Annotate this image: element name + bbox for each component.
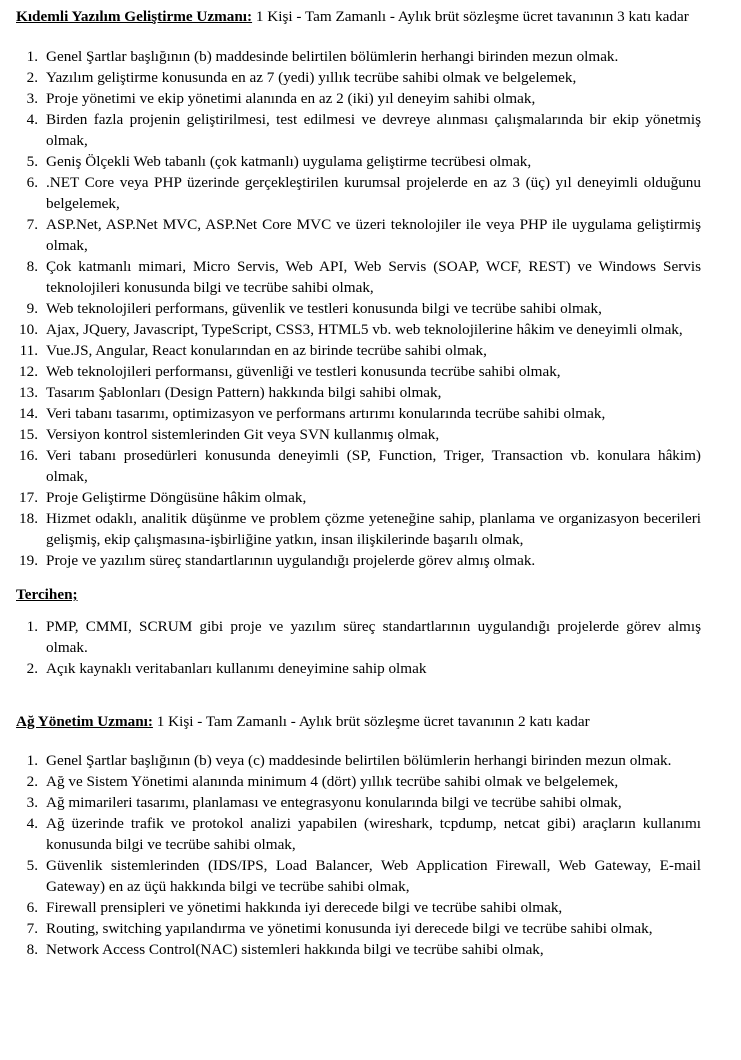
item-number: 6. xyxy=(26,899,38,916)
list-item xyxy=(16,319,701,340)
item-text: Birden fazla projenin geliştirilmesi, test edilmesi ve devreye alınması çalışmalarında bir ekip yönetmiş olmak, xyxy=(46,111,701,149)
list-item xyxy=(16,67,701,88)
item-number: 1. xyxy=(26,48,38,65)
item-text: Firewall prensipleri ve yönetimi hakkında iyi derecede bilgi ve tecrübe sahibi olmak, xyxy=(46,899,563,916)
item-text: Veri tabanı tasarımı, optimizasyon ve performans artırımı konularında tecrübe sahibi olmak, xyxy=(46,405,606,422)
item-number: 8. xyxy=(26,941,38,958)
item-number: 2. xyxy=(26,773,38,790)
item-text: Ağ ve Sistem Yönetimi alanında minimum 4 (dört) yıllık tecrübe sahibi olmak ve belgelemek, xyxy=(46,773,619,790)
preferred-heading: Tercihen; xyxy=(16,586,78,603)
list-item xyxy=(16,46,701,67)
item-text: Yazılım geliştirme konusunda en az 7 (yedi) yıllık tecrübe sahibi olmak ve belgelemek, xyxy=(46,69,577,86)
item-text: PMP, CMMI, SCRUM gibi proje ve yazılım süreç standartlarının uygulandığı projelerde görev almış olmak. xyxy=(46,618,701,656)
list-item xyxy=(16,771,701,792)
item-number: 1. xyxy=(26,752,38,769)
item-text: Proje yönetimi ve ekip yönetimi alanında en az 2 (iki) yıl deneyim sahibi olmak, xyxy=(46,90,536,107)
list-item xyxy=(16,172,701,214)
item-text: Proje Geliştirme Döngüsüne hâkim olmak, xyxy=(46,489,307,506)
list-item xyxy=(16,813,701,855)
section-summary: 1 Kişi - Tam Zamanlı - Aylık brüt sözleşme ücret tavanının 3 katı kadar xyxy=(252,8,689,25)
item-number: 12. xyxy=(19,363,38,380)
item-text: Açık kaynaklı veritabanları kullanımı deneyimine sahip olmak xyxy=(46,660,427,677)
list-item xyxy=(16,750,701,771)
list-item xyxy=(16,382,701,403)
list-item xyxy=(16,88,701,109)
section-title: Ağ Yönetim Uzmanı: xyxy=(16,713,153,730)
list-item xyxy=(16,487,701,508)
item-number: 7. xyxy=(26,216,38,233)
item-number: 7. xyxy=(26,920,38,937)
item-text: Genel Şartlar başlığının (b) veya (c) maddesinde belirtilen bölümlerin herhangi birinden mezun olmak. xyxy=(46,752,672,769)
list-item xyxy=(16,256,701,298)
item-text: Web teknolojileri performans, güvenlik ve testleri konusunda bilgi ve tecrübe sahibi olmak, xyxy=(46,300,602,317)
item-number: 2. xyxy=(26,69,38,86)
item-number: 18. xyxy=(19,510,38,527)
item-number: 3. xyxy=(26,90,38,107)
section-title: Kıdemli Yazılım Geliştirme Uzmanı: xyxy=(16,8,253,25)
item-text: Proje ve yazılım süreç standartlarının uygulandığı projelerde görev almış olmak. xyxy=(46,552,536,569)
list-item xyxy=(16,340,701,361)
item-number: 14. xyxy=(19,405,38,422)
preferred-list xyxy=(16,616,701,679)
item-number: 13. xyxy=(19,384,38,401)
requirements-list xyxy=(16,750,701,960)
list-item xyxy=(16,508,701,550)
list-item xyxy=(16,616,701,658)
list-item xyxy=(16,361,701,382)
item-number: 5. xyxy=(26,857,38,874)
list-item xyxy=(16,445,701,487)
list-item xyxy=(16,151,701,172)
list-item xyxy=(16,298,701,319)
item-number: 5. xyxy=(26,153,38,170)
list-item xyxy=(16,403,701,424)
list-item xyxy=(16,424,701,445)
list-item xyxy=(16,897,701,918)
item-text: Ağ üzerinde trafik ve protokol analizi yapabilen (wireshark, tcpdump, netcat gibi) araçların kullanımı konusunda bilgi ve tecrübe sahibi olmak, xyxy=(46,815,701,853)
item-text: Veri tabanı prosedürleri konusunda deneyimli (SP, Function, Triger, Transaction vb. konulara hâkim) olmak, xyxy=(46,447,701,485)
item-text: Ağ mimarileri tasarımı, planlaması ve entegrasyonu konularında bilgi ve tecrübe sahibi olmak, xyxy=(46,794,622,811)
item-number: 4. xyxy=(26,815,38,832)
item-text: ASP.Net, ASP.Net MVC, ASP.Net Core MVC ve üzeri teknolojiler ile veya PHP ile uygulama geliştirmiş olmak, xyxy=(46,216,701,254)
item-number: 8. xyxy=(26,258,38,275)
document-page xyxy=(16,6,701,960)
list-item xyxy=(16,855,701,897)
list-item xyxy=(16,109,701,151)
item-text: Genel Şartlar başlığının (b) maddesinde belirtilen bölümlerin herhangi birinden mezun olmak. xyxy=(46,48,619,65)
item-text: Çok katmanlı mimari, Micro Servis, Web API, Web Servis (SOAP, WCF, REST) ve Windows Servis teknolojileri konusunda bilgi ve tecrübe sahibi olmak, xyxy=(46,258,701,296)
item-text: Network Access Control(NAC) sistemleri hakkında bilgi ve tecrübe sahibi olmak, xyxy=(46,941,544,958)
item-number: 16. xyxy=(19,447,38,464)
section-summary: 1 Kişi - Tam Zamanlı - Aylık brüt sözleşme ücret tavanının 2 katı kadar xyxy=(152,713,590,730)
item-number: 1. xyxy=(26,618,38,635)
item-number: 11. xyxy=(19,342,38,359)
list-item xyxy=(16,792,701,813)
list-item xyxy=(16,658,701,679)
item-text: Güvenlik sistemlerinden (IDS/IPS, Load Balancer, Web Application Firewall, Web Gateway, E-mail Gateway) en az üçü hakkında bilgi ve tecrübe sahibi olmak, xyxy=(46,857,701,895)
list-item xyxy=(16,939,701,960)
item-text: .NET Core veya PHP üzerinde gerçekleştirilen kurumsal projelerde en az 3 (üç) yıl deneyimli olduğunu belgelemek, xyxy=(46,174,701,212)
section-header-senior-software xyxy=(16,6,701,27)
item-text: Tasarım Şablonları (Design Pattern) hakkında bilgi sahibi olmak, xyxy=(46,384,442,401)
item-number: 19. xyxy=(19,552,38,569)
item-text: Routing, switching yapılandırma ve yönetimi konusunda iyi derecede bilgi ve tecrübe sahibi olmak, xyxy=(46,920,653,937)
item-text: Vue.JS, Angular, React konularından en az birinde tecrübe sahibi olmak, xyxy=(46,342,487,359)
list-item xyxy=(16,214,701,256)
item-number: 10. xyxy=(19,321,38,338)
list-item xyxy=(16,918,701,939)
item-text: Ajax, JQuery, Javascript, TypeScript, CSS3, HTML5 vb. web teknolojilerine hâkim ve deneyimli olmak, xyxy=(46,321,683,338)
item-text: Versiyon kontrol sistemlerinden Git veya SVN kullanmış olmak, xyxy=(46,426,440,443)
item-text: Hizmet odaklı, analitik düşünme ve problem çözme yeteneğine sahip, planlama ve organizasyon becerileri gelişmiş, ekip çalışmasına-işbirliğine yatkın, insan ilişkilerinde başarılı olmak, xyxy=(46,510,701,548)
section-header-network-admin xyxy=(16,711,701,732)
item-text: Web teknolojileri performansı, güvenliği ve testleri konusunda tecrübe sahibi olmak, xyxy=(46,363,561,380)
item-number: 4. xyxy=(26,111,38,128)
item-number: 6. xyxy=(26,174,38,191)
requirements-list xyxy=(16,46,701,571)
item-number: 3. xyxy=(26,794,38,811)
item-number: 15. xyxy=(19,426,38,443)
item-number: 9. xyxy=(26,300,38,317)
list-item xyxy=(16,550,701,571)
item-number: 17. xyxy=(19,489,38,506)
item-text: Geniş Ölçekli Web tabanlı (çok katmanlı) uygulama geliştirme tecrübesi olmak, xyxy=(46,153,532,170)
item-number: 2. xyxy=(26,660,38,677)
